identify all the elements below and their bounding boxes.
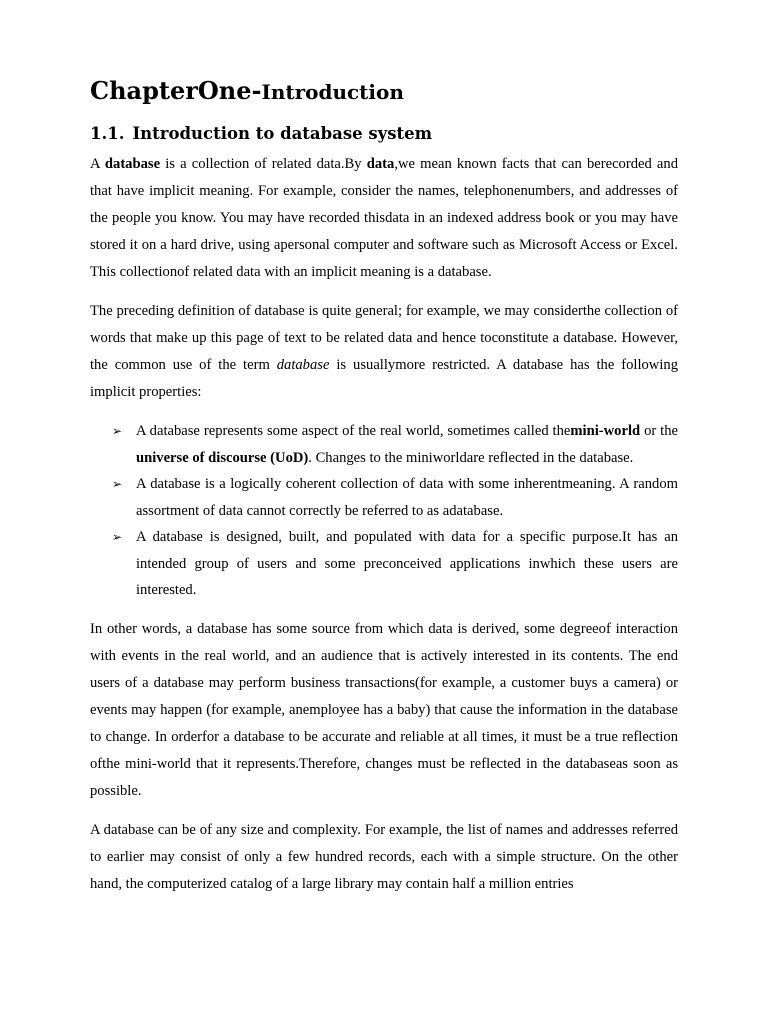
bold-term-mini-world: mini-world xyxy=(570,423,641,439)
paragraph-database-definition xyxy=(90,151,678,286)
list-item xyxy=(90,471,678,524)
text-run: A xyxy=(90,156,105,172)
italic-term-database: database xyxy=(276,357,330,373)
arrow-bullet-icon: ➢ xyxy=(112,424,123,438)
text-run: is usuallymore restricted. A database has the following implicit properties: xyxy=(90,357,678,400)
paragraph-size-complexity: A database can be of any size and complexity. For example, the list of names and addresses referred to earlier may consist of only a few hundred records, each with a simple structure. On the other hand, the computerized catalog of a large library may contain half a million entries xyxy=(90,821,678,892)
arrow-bullet-icon: ➢ xyxy=(112,477,123,491)
arrow-bullet-icon: ➢ xyxy=(112,530,123,544)
chapter-title-part1: ChapterOne- xyxy=(90,76,262,105)
text-run: A database is designed, built, and populated with data for a specific purpose.It has an intended group of users and some preconceived applications inwhich these users are interested. xyxy=(136,529,678,598)
list-item xyxy=(90,524,678,604)
list-item xyxy=(90,418,678,471)
text-run: The preceding definition of database is quite general; for example, we may considerthe collection of words that make up this page of text to be related data and hence toconstitute a database. However, the common use of the term xyxy=(90,303,678,373)
section-title-text: Introduction to database system xyxy=(132,124,433,143)
text-run: . Changes to the miniworldare reflected in the database. xyxy=(308,449,634,466)
bold-term-database: database xyxy=(104,156,161,172)
chapter-title xyxy=(90,74,678,109)
bold-term-data: data xyxy=(366,156,395,172)
section-number: 1.1. xyxy=(90,124,125,143)
section-title xyxy=(90,121,678,147)
chapter-title-part2: Introduction xyxy=(261,80,404,104)
bold-term-uod: universe of discourse (UoD) xyxy=(136,449,309,466)
text-run: or the xyxy=(640,423,678,439)
text-run: is a collection of related data.By xyxy=(160,156,367,172)
document-page xyxy=(90,74,678,910)
paragraph-definition-general xyxy=(90,298,678,406)
paragraph-other-words: In other words, a database has some source from which data is derived, some degreeof interaction with events in the real world, and an audience that is actively interested in its contents. The end users of a database may perform business transactions(for example, a customer buys a camera) or events may happen (for example, anemployee has a baby) that cause the information in the database to change. In orderfor a database to be accurate and reliable at all times, it must be a true reflection ofthe mini-world that it represents.Therefore, changes must be reflected in the databaseas soon as possible. xyxy=(90,620,678,799)
text-run: ,we mean known facts that can berecorded and that have implicit meaning. For example, consider the names, telephonenumbers, and addresses of the people you know. You may have recorded thisdata in an indexed address book or you may have stored it on a hard drive, using apersonal computer and software such as Microsoft Access or Excel. This collectionof related data with an implicit meaning is a database. xyxy=(90,156,678,280)
properties-list xyxy=(90,418,678,604)
text-run: A database is a logically coherent collection of data with some inherentmeaning. A random assortment of data cannot correctly be referred to as adatabase. xyxy=(136,476,678,519)
text-run: A database represents some aspect of the real world, sometimes called the xyxy=(136,423,571,439)
